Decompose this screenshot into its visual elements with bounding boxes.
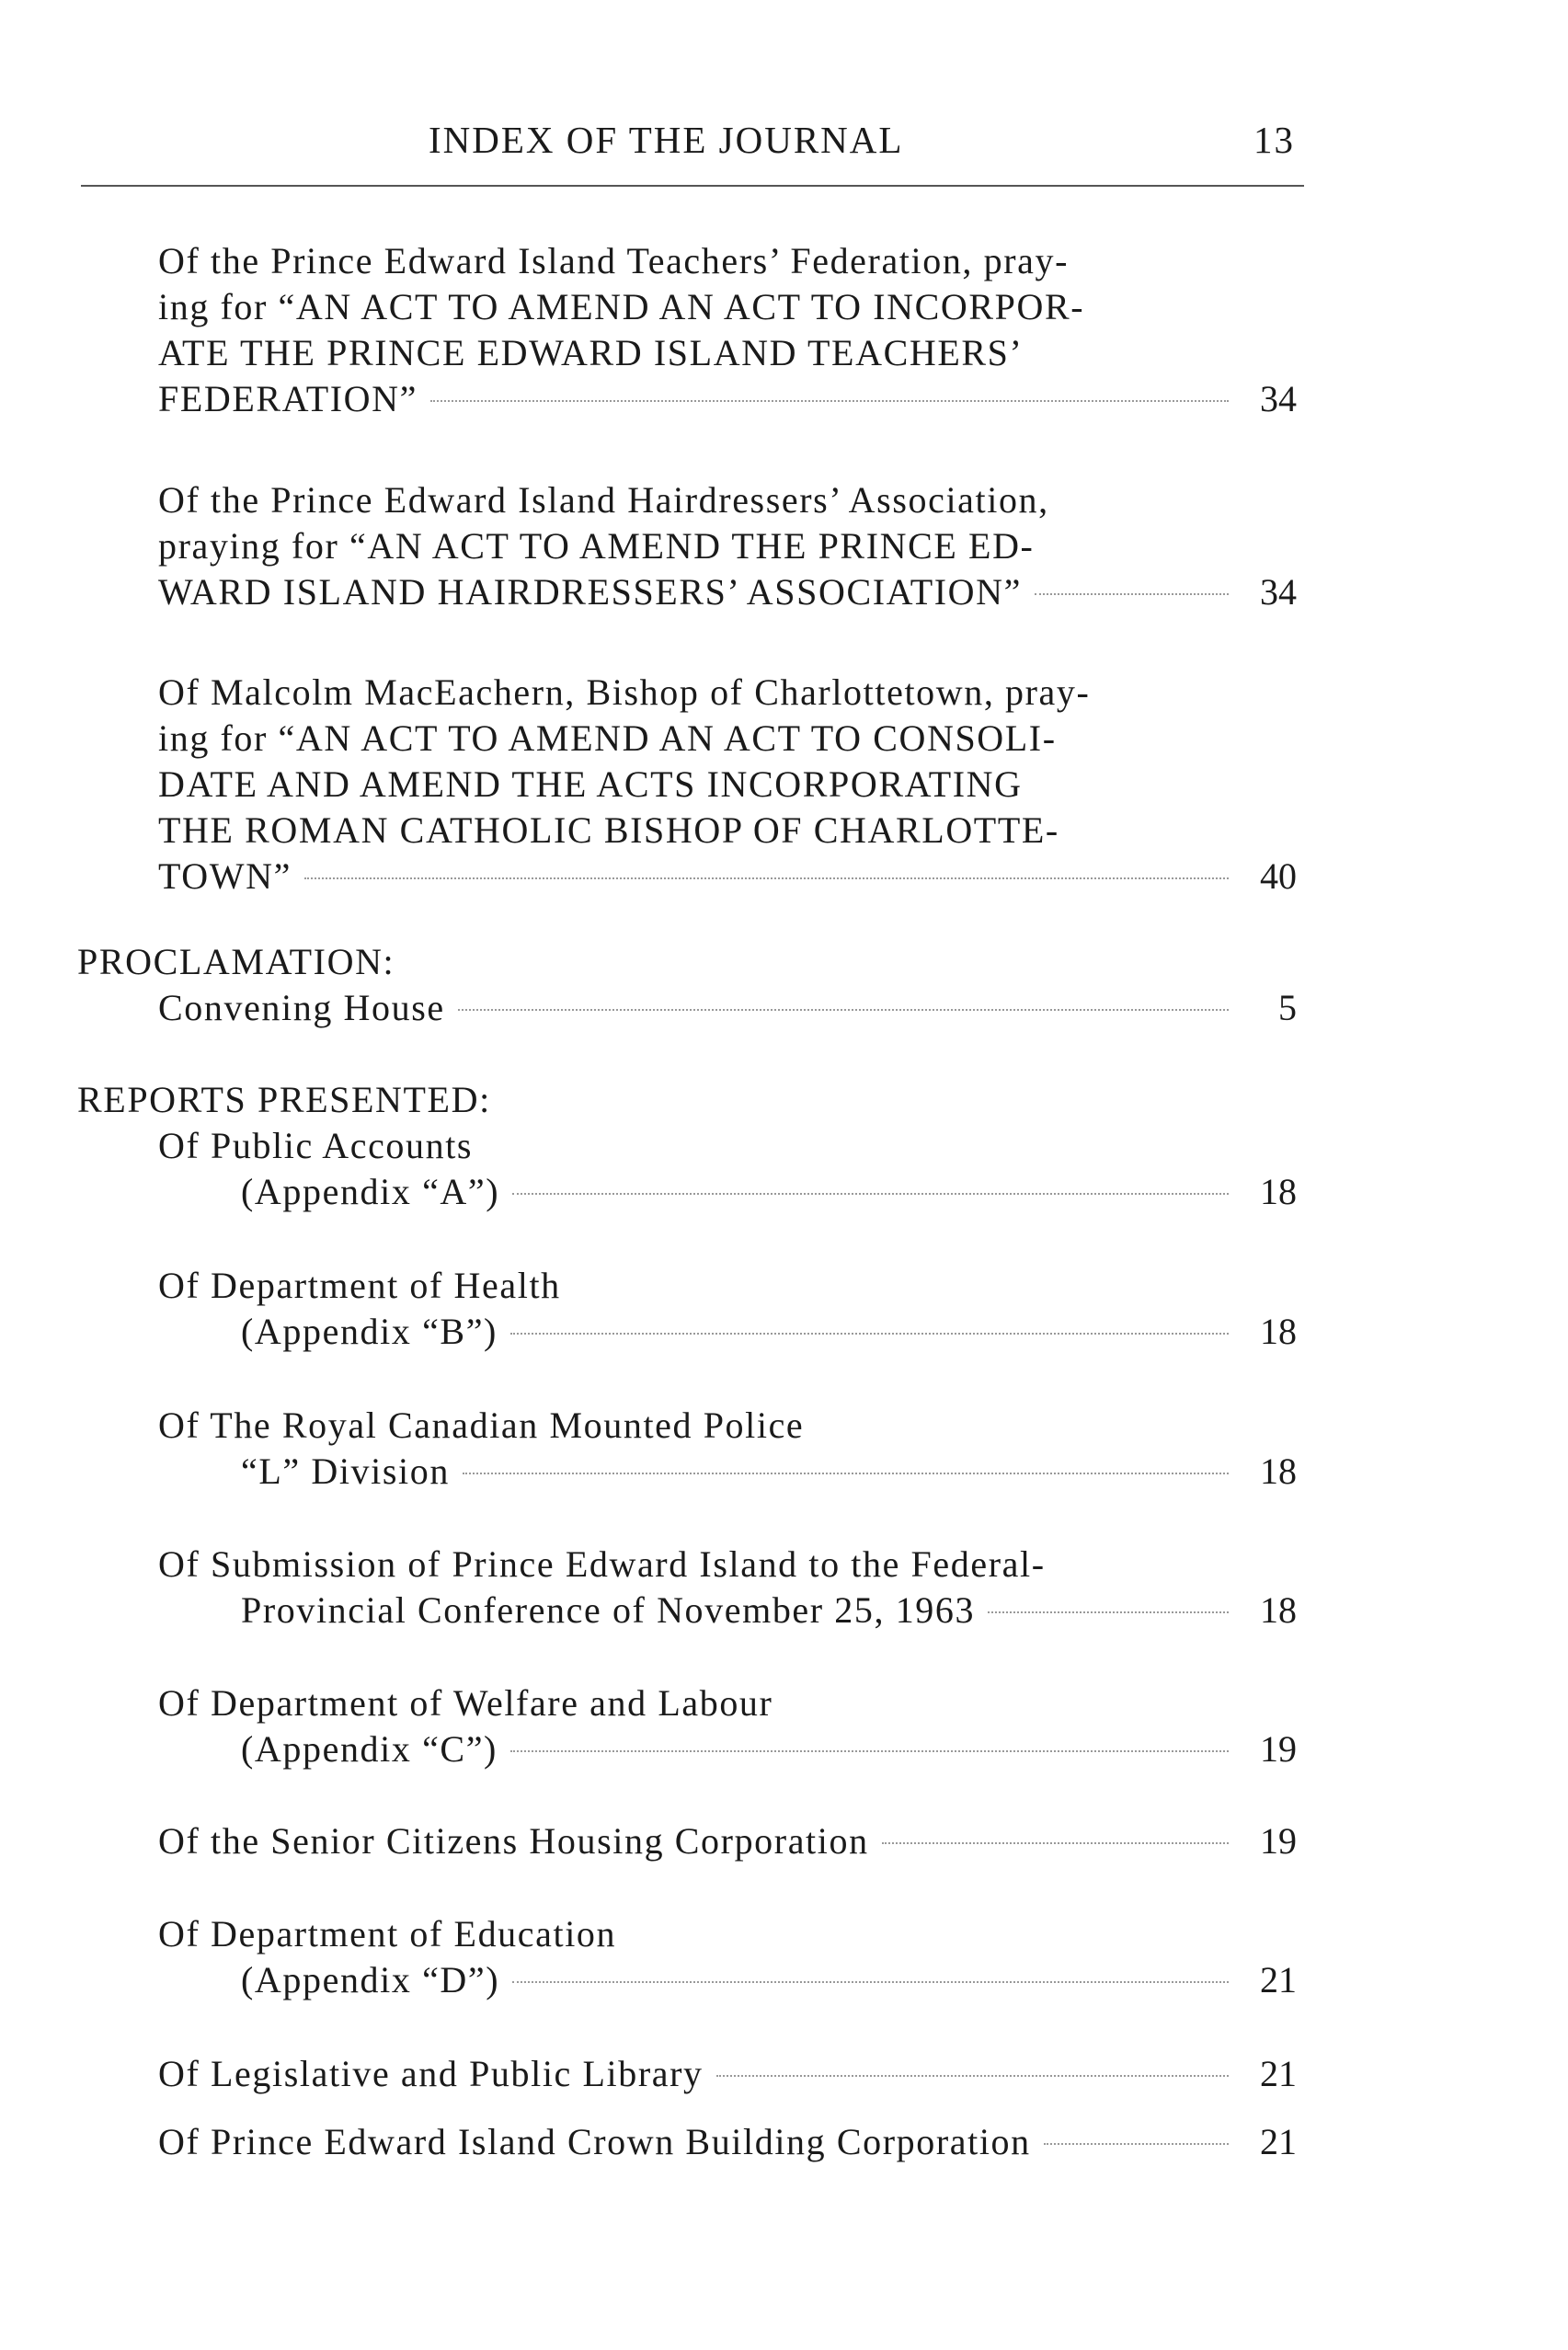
report-6-line: [158, 1817, 1297, 1865]
report-2-first-line: Of Department of Health: [158, 1265, 561, 1306]
report-3-last-text: “L” Division: [241, 1450, 450, 1492]
dot-leader: [458, 1009, 1229, 1011]
petition-3-last-text: TOWN”: [158, 855, 292, 897]
reports-heading: REPORTS PRESENTED:: [77, 1079, 491, 1120]
page-reference: 34: [1260, 571, 1297, 613]
dot-leader: [463, 1473, 1229, 1474]
report-2-last-line: [241, 1308, 1297, 1356]
page-reference: 34: [1260, 378, 1297, 419]
petition-2-line-1: Of the Prince Edward Island Hairdressers’ Association,: [158, 479, 1049, 521]
dot-leader: [510, 1750, 1229, 1752]
report-4-last-text: Provincial Conference of November 25, 1963: [241, 1589, 976, 1631]
report-4-first-line: Of Submission of Prince Edward Island to the Federal-: [158, 1543, 1046, 1585]
dot-leader: [304, 877, 1229, 879]
report-6-text: Of the Senior Citizens Housing Corporation: [158, 1820, 869, 1862]
dot-leader: [988, 1611, 1229, 1613]
report-3-last-line: [241, 1448, 1297, 1496]
dot-leader: [716, 2075, 1229, 2077]
dot-leader: [1044, 2143, 1229, 2145]
page-reference: 18: [1260, 1589, 1297, 1631]
dot-leader: [882, 1842, 1229, 1844]
report-5-last-line: [241, 1725, 1297, 1773]
report-5-first-line: Of Department of Welfare and Labour: [158, 1682, 773, 1724]
petition-3-line-2: ing for “AN ACT TO AMEND AN ACT TO CONSOLI-: [158, 717, 1057, 759]
page-reference: 18: [1260, 1171, 1297, 1212]
petition-3-line-3: DATE AND AMEND THE ACTS INCORPORATING: [158, 763, 1023, 805]
petition-3-line-1: Of Malcolm MacEachern, Bishop of Charlottetown, pray-: [158, 671, 1091, 713]
header-rule: [81, 185, 1304, 187]
report-9-text: Of Prince Edward Island Crown Building Corporation: [158, 2121, 1031, 2162]
report-8-text: Of Legislative and Public Library: [158, 2053, 704, 2094]
page-reference: 5: [1278, 987, 1297, 1028]
page-reference: 18: [1260, 1450, 1297, 1492]
petition-1-line-3: ATE THE PRINCE EDWARD ISLAND TEACHERS’: [158, 332, 1024, 373]
report-1-last-line: [241, 1168, 1297, 1216]
report-7-first-line: Of Department of Education: [158, 1913, 617, 1955]
petition-2-last-text: WARD ISLAND HAIRDRESSERS’ ASSOCIATION”: [158, 571, 1023, 613]
report-3-first-line: Of The Royal Canadian Mounted Police: [158, 1404, 805, 1446]
proclamation-heading: PROCLAMATION:: [77, 941, 395, 982]
report-4-last-line: [241, 1587, 1297, 1634]
report-5-last-text: (Appendix “C”): [241, 1728, 498, 1770]
page-reference: 21: [1260, 2053, 1297, 2094]
report-7-last-text: (Appendix “D”): [241, 1959, 500, 2000]
page-reference: 19: [1260, 1820, 1297, 1862]
report-9-line: [158, 2118, 1297, 2166]
report-1-last-text: (Appendix “A”): [241, 1171, 500, 1212]
dot-leader: [512, 1981, 1229, 1983]
page-reference: 21: [1260, 2121, 1297, 2162]
petition-3-last-line: [158, 853, 1297, 900]
page-header: [81, 118, 1304, 173]
petition-1-last-text: FEDERATION”: [158, 378, 418, 419]
report-8-line: [158, 2050, 1297, 2098]
dot-leader: [510, 1333, 1229, 1335]
dot-leader: [1035, 593, 1229, 595]
proclamation-entry: [158, 984, 1297, 1032]
petition-2-line-2: praying for “AN ACT TO AMEND THE PRINCE ED-: [158, 525, 1035, 567]
report-1-first-line: Of Public Accounts: [158, 1125, 474, 1166]
dot-leader: [430, 400, 1229, 402]
dot-leader: [512, 1193, 1229, 1195]
page-reference: 21: [1260, 1959, 1297, 2000]
petition-3-line-4: THE ROMAN CATHOLIC BISHOP OF CHARLOTTE-: [158, 809, 1059, 851]
page-reference: 40: [1260, 855, 1297, 897]
running-title: INDEX OF THE JOURNAL: [429, 119, 904, 161]
petition-1-last-line: [158, 375, 1297, 423]
petition-1-line-1: Of the Prince Edward Island Teachers’ Federation, pray-: [158, 240, 1070, 281]
page-number: 13: [1253, 119, 1295, 161]
petition-1-line-2: ing for “AN ACT TO AMEND AN ACT TO INCORPOR-: [158, 286, 1085, 327]
proclamation-entry-text: Convening House: [158, 987, 445, 1028]
report-2-last-text: (Appendix “B”): [241, 1311, 498, 1352]
page-reference: 18: [1260, 1311, 1297, 1352]
page-reference: 19: [1260, 1728, 1297, 1770]
petition-2-last-line: [158, 568, 1297, 616]
report-7-last-line: [241, 1956, 1297, 2004]
